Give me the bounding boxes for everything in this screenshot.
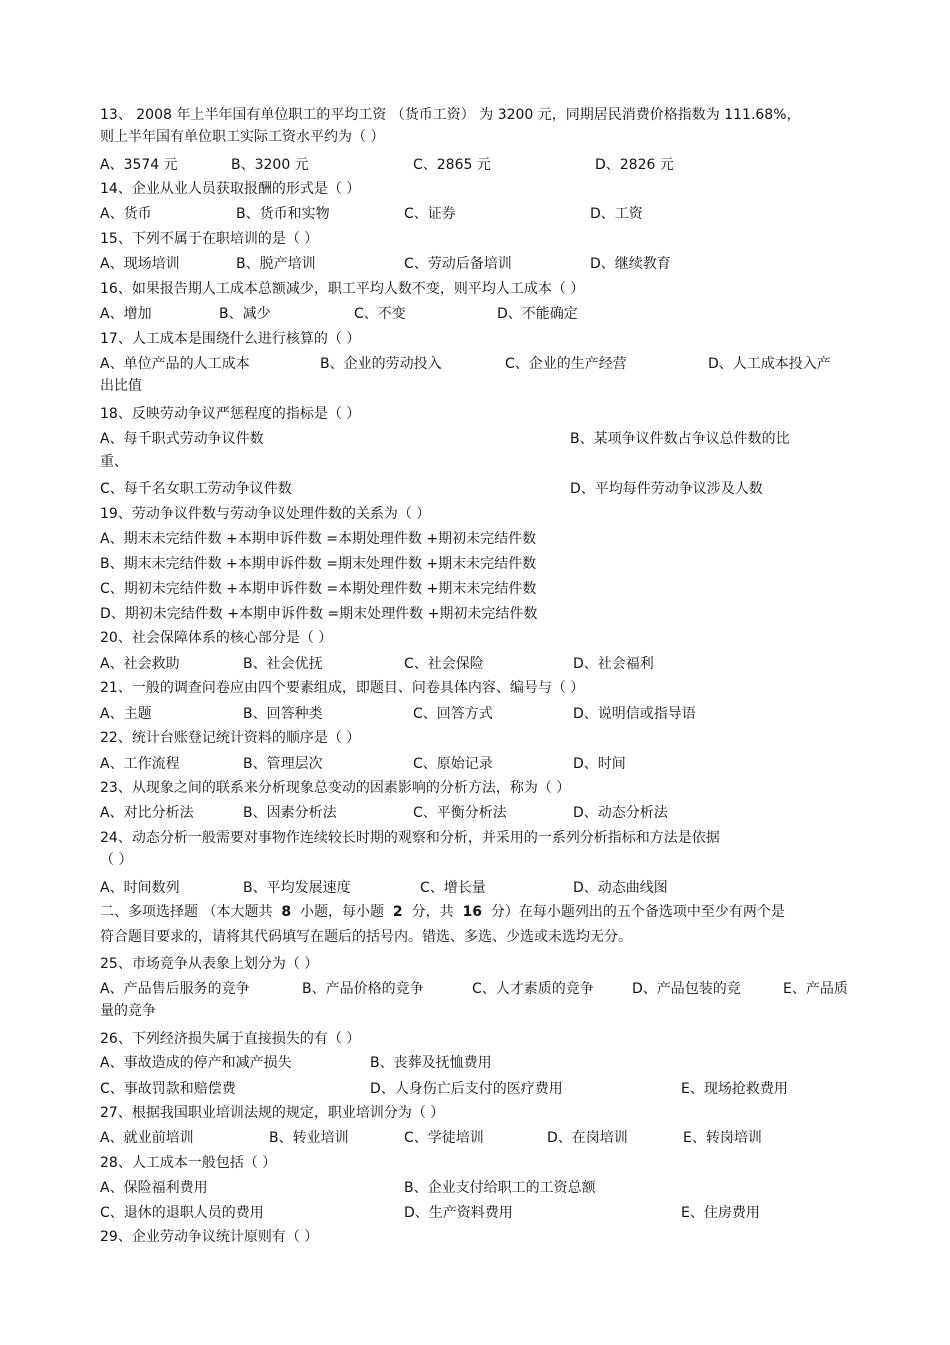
q24-option-b: B、平均发展速度 <box>243 880 351 896</box>
q15-option-d: D、继续教育 <box>590 256 671 272</box>
q16-option-b: B、减少 <box>219 306 271 322</box>
q23-option-c: C、平衡分析法 <box>413 805 507 821</box>
q14-option-b: B、货币和实物 <box>236 206 330 222</box>
q28-option-a: A、保险福利费用 <box>100 1180 208 1196</box>
q19-option-d: D、期初未完结件数 +本期申诉件数 =期末处理件数 +期初未完结件数 <box>100 606 538 622</box>
q24-option-d: D、动态曲线图 <box>573 880 668 896</box>
section2-text-4: 分）在每小题列出的五个备选项中至少有两个是 <box>490 904 785 920</box>
q13-stem-line1: 13、 2008 年上半年国有单位职工的平均工资 （货币工资） 为 3200 元，同期居民消费价格指数为 111.68%， <box>100 107 801 123</box>
q27-stem: 27、根据我国职业培训法规的规定，职业培训分为（ ） <box>100 1105 445 1121</box>
q28-option-e: E、住房费用 <box>681 1205 760 1221</box>
q15-option-c: C、劳动后备培训 <box>404 256 512 272</box>
q15-option-a: A、现场培训 <box>100 256 180 272</box>
section2-question-count: 8 <box>281 904 292 920</box>
q15-stem: 15、下列不属于在职培训的是（ ） <box>100 231 319 247</box>
q17-option-c: C、企业的生产经营 <box>505 356 627 372</box>
q23-option-b: B、因素分析法 <box>243 805 337 821</box>
q29-stem: 29、企业劳动争议统计原则有（ ） <box>100 1229 319 1245</box>
q28-option-d: D、生产资料费用 <box>404 1205 513 1221</box>
q25-option-e-continuation: 量的竞争 <box>100 1003 156 1019</box>
q13-option-c: C、2865 元 <box>413 157 491 173</box>
q27-option-e: E、转岗培训 <box>683 1130 762 1146</box>
q17-option-a: A、单位产品的人工成本 <box>100 356 250 372</box>
q18-stem: 18、反映劳动争议严惩程度的指标是（ ） <box>100 406 361 422</box>
q25-option-e: E、产品质 <box>783 981 848 997</box>
section2-text-2: 小题，每小题 <box>300 904 385 920</box>
q27-option-a: A、就业前培训 <box>100 1130 194 1146</box>
q14-stem: 14、企业从业人员获取报酬的形式是（ ） <box>100 181 361 197</box>
q24-stem-line2: （ ） <box>100 852 133 868</box>
q19-option-c: C、期初未完结件数 +本期申诉件数 =本期处理件数 +期末未完结件数 <box>100 581 537 597</box>
q21-option-a: A、主题 <box>100 706 152 722</box>
q27-option-b: B、转业培训 <box>269 1130 349 1146</box>
q26-option-a: A、事故造成的停产和减产损失 <box>100 1055 292 1071</box>
q21-stem: 21、一般的调查问卷应由四个要素组成，即题目、问卷具体内容、编号与（ ） <box>100 680 585 696</box>
q16-option-d: D、不能确定 <box>497 306 578 322</box>
q26-option-d: D、人身伤亡后支付的医疗费用 <box>370 1081 563 1097</box>
q28-option-b: B、企业支付给职工的工资总额 <box>404 1180 596 1196</box>
q24-option-a: A、时间数列 <box>100 880 180 896</box>
q19-stem: 19、劳动争议件数与劳动争议处理件数的关系为（ ） <box>100 506 431 522</box>
q22-option-a: A、工作流程 <box>100 756 180 772</box>
q25-option-b: B、产品价格的竞争 <box>302 981 424 997</box>
q21-option-b: B、回答种类 <box>243 706 323 722</box>
q18-option-b: B、某项争议件数占争议总件数的比 <box>570 431 790 447</box>
q25-stem: 25、市场竞争从表象上划分为（ ） <box>100 956 319 972</box>
q16-stem: 16、如果报告期人工成本总额减少，职工平均人数不变，则平均人工成本（ ） <box>100 281 585 297</box>
q22-option-c: C、原始记录 <box>413 756 493 772</box>
q18-option-d: D、平均每件劳动争议涉及人数 <box>570 481 763 497</box>
q14-option-d: D、工资 <box>590 206 643 222</box>
q27-option-c: C、学徒培训 <box>404 1130 484 1146</box>
q20-option-b: B、社会优抚 <box>243 656 323 672</box>
q25-option-d: D、产品包装的竞 <box>632 981 741 997</box>
q25-option-c: C、人才素质的竞争 <box>472 981 594 997</box>
q13-option-d: D、2826 元 <box>595 157 674 173</box>
q21-option-d: D、说明信或指导语 <box>573 706 696 722</box>
q20-option-a: A、社会救助 <box>100 656 180 672</box>
q17-option-b: B、企业的劳动投入 <box>320 356 442 372</box>
q20-stem: 20、社会保障体系的核心部分是（ ） <box>100 630 333 646</box>
q27-option-d: D、在岗培训 <box>547 1130 628 1146</box>
section2-points-total: 16 <box>462 904 482 920</box>
q17-stem: 17、人工成本是围绕什么进行核算的（ ） <box>100 331 361 347</box>
section2-instructions: 符合题目要求的，请将其代码填写在题后的括号内。错选、多选、少选或未选均无分。 <box>100 929 632 945</box>
q24-option-c: C、增长量 <box>420 880 486 896</box>
q22-option-d: D、时间 <box>573 756 626 772</box>
q18-option-a: A、每千职式劳动争议件数 <box>100 431 264 447</box>
q21-option-c: C、回答方式 <box>413 706 493 722</box>
q15-option-b: B、脱产培训 <box>236 256 316 272</box>
q13-option-a: A、3574 元 <box>100 157 178 173</box>
q17-option-d: D、人工成本投入产 <box>708 356 831 372</box>
q19-option-b: B、期末未完结件数 +本期申诉件数 =期末处理件数 +期末未完结件数 <box>100 556 537 572</box>
q26-stem: 26、下列经济损失属于直接损失的有（ ） <box>100 1031 361 1047</box>
q18-option-b-continuation: 重、 <box>100 454 128 470</box>
section2-points-each: 2 <box>392 904 403 920</box>
q26-option-b: B、丧葬及抚恤费用 <box>370 1055 492 1071</box>
q22-option-b: B、管理层次 <box>243 756 323 772</box>
q25-option-a: A、产品售后服务的竞争 <box>100 981 250 997</box>
q24-stem: 24、动态分析一般需要对事物作连续较长时期的观察和分析，并采用的一系列分析指标和方法是依据 <box>100 830 720 846</box>
q20-option-c: C、社会保险 <box>404 656 484 672</box>
q26-option-c: C、事故罚款和赔偿费 <box>100 1081 236 1097</box>
q23-option-d: D、动态分析法 <box>573 805 668 821</box>
q23-option-a: A、对比分析法 <box>100 805 194 821</box>
q26-option-e: E、现场抢救费用 <box>681 1081 788 1097</box>
q14-option-c: C、证券 <box>404 206 456 222</box>
section2-heading <box>100 903 785 921</box>
q14-option-a: A、货币 <box>100 206 152 222</box>
q18-option-c: C、每千名女职工劳动争议件数 <box>100 481 292 497</box>
q17-option-d-continuation: 出比值 <box>100 378 142 394</box>
q20-option-d: D、社会福利 <box>573 656 654 672</box>
q16-option-c: C、不变 <box>354 306 406 322</box>
section2-text-3: 分，共 <box>411 904 454 920</box>
q28-stem: 28、人工成本一般包括（ ） <box>100 1155 277 1171</box>
q16-option-a: A、增加 <box>100 306 152 322</box>
q28-option-c: C、退休的退职人员的费用 <box>100 1205 264 1221</box>
q19-option-a: A、期末未完结件数 +本期申诉件数 =本期处理件数 +期初未完结件数 <box>100 531 537 547</box>
q13-stem-line2: 则上半年国有单位职工实际工资水平约为（ ） <box>100 129 385 145</box>
section2-text-1: 二、多项选择题 （本大题共 <box>100 904 273 920</box>
q22-stem: 22、统计台账登记统计资料的顺序是（ ） <box>100 730 361 746</box>
q13-option-b: B、3200 元 <box>231 157 309 173</box>
q23-stem: 23、从现象之间的联系来分析现象总变动的因素影响的分析方法，称为（ ） <box>100 780 571 796</box>
